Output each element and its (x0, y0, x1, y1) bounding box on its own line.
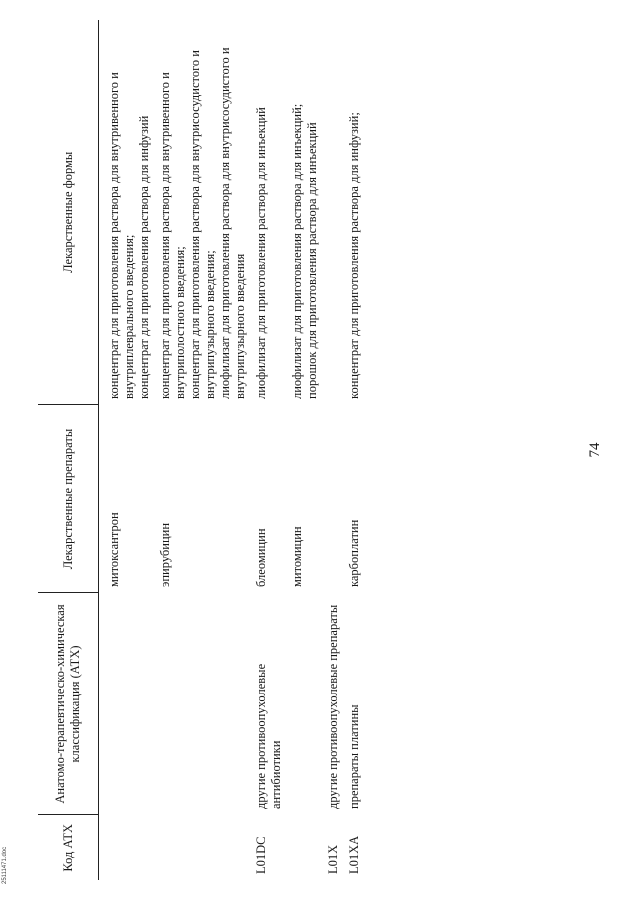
cell-drug (326, 405, 347, 593)
table-row (347, 20, 368, 880)
cell-code: L01DC (254, 836, 268, 874)
document-id: 25111471.doc (2, 846, 8, 884)
cell-forms (158, 20, 254, 405)
form-item: концентрат для приготовления раствора для внутривенного и внутриполостного введения; (158, 72, 187, 399)
rotated-page (20, 20, 603, 880)
cell-drug: карбоплатин (347, 519, 361, 587)
form-item: лиофилизат для приготовления раствора для инъекций (254, 107, 268, 399)
table-row (158, 20, 254, 880)
atx-table (38, 20, 368, 880)
cell-forms (254, 20, 290, 405)
cell-forms (99, 20, 159, 405)
table-row (326, 20, 347, 880)
cell-code: L01XA (347, 835, 361, 874)
form-item: концентрат для приготовления раствора для инфузий; (347, 112, 361, 399)
cell-drug: митомицин (290, 526, 304, 587)
cell-drug: эпирубицин (158, 522, 172, 587)
form-item: концентрат для приготовления раствора для инфузий (137, 115, 151, 399)
form-item: концентрат для приготовления раствора для внутрисосудистого и внутрипузырного введения; (188, 50, 217, 399)
form-item: лиофилизат для приготовления раствора для внутрисосудистого и внутрипузырного введения (218, 47, 247, 399)
header-drugs: Лекарственные препараты (38, 405, 99, 593)
header-forms: Лекарственные формы (38, 20, 99, 405)
cell-classification (158, 593, 254, 815)
cell-code (99, 815, 159, 880)
cell-classification (99, 593, 159, 815)
form-item: концентрат для приготовления раствора для внутривенного и внутриплеврального введения; (107, 72, 136, 399)
cell-classification: препараты платины (347, 704, 361, 809)
form-item: лиофилизат для приготовления раствора для инъекций; (290, 103, 304, 399)
header-classification: Анатомо-терапевтическо-химическая классификация (АТХ) (38, 593, 99, 815)
table-row (99, 20, 159, 880)
cell-code: L01X (326, 844, 340, 874)
table-row (290, 20, 326, 880)
cell-classification (290, 593, 326, 815)
cell-classification: другие противоопухолевые антибиотики (254, 663, 283, 809)
cell-forms (326, 20, 347, 405)
cell-forms (347, 20, 368, 405)
page-number: 74 (587, 442, 603, 458)
cell-drug: митоксантрон (107, 512, 121, 587)
cell-code (158, 815, 254, 880)
table-header-row (38, 20, 99, 880)
cell-drug: блеомицин (254, 528, 268, 587)
table-row (254, 20, 290, 880)
cell-forms (290, 20, 326, 405)
form-item: порошок для приготовления раствора для инъекций (305, 122, 319, 399)
cell-code (290, 815, 326, 880)
header-code: Код АТХ (38, 815, 99, 880)
cell-classification: другие противоопухолевые препараты (326, 604, 340, 809)
